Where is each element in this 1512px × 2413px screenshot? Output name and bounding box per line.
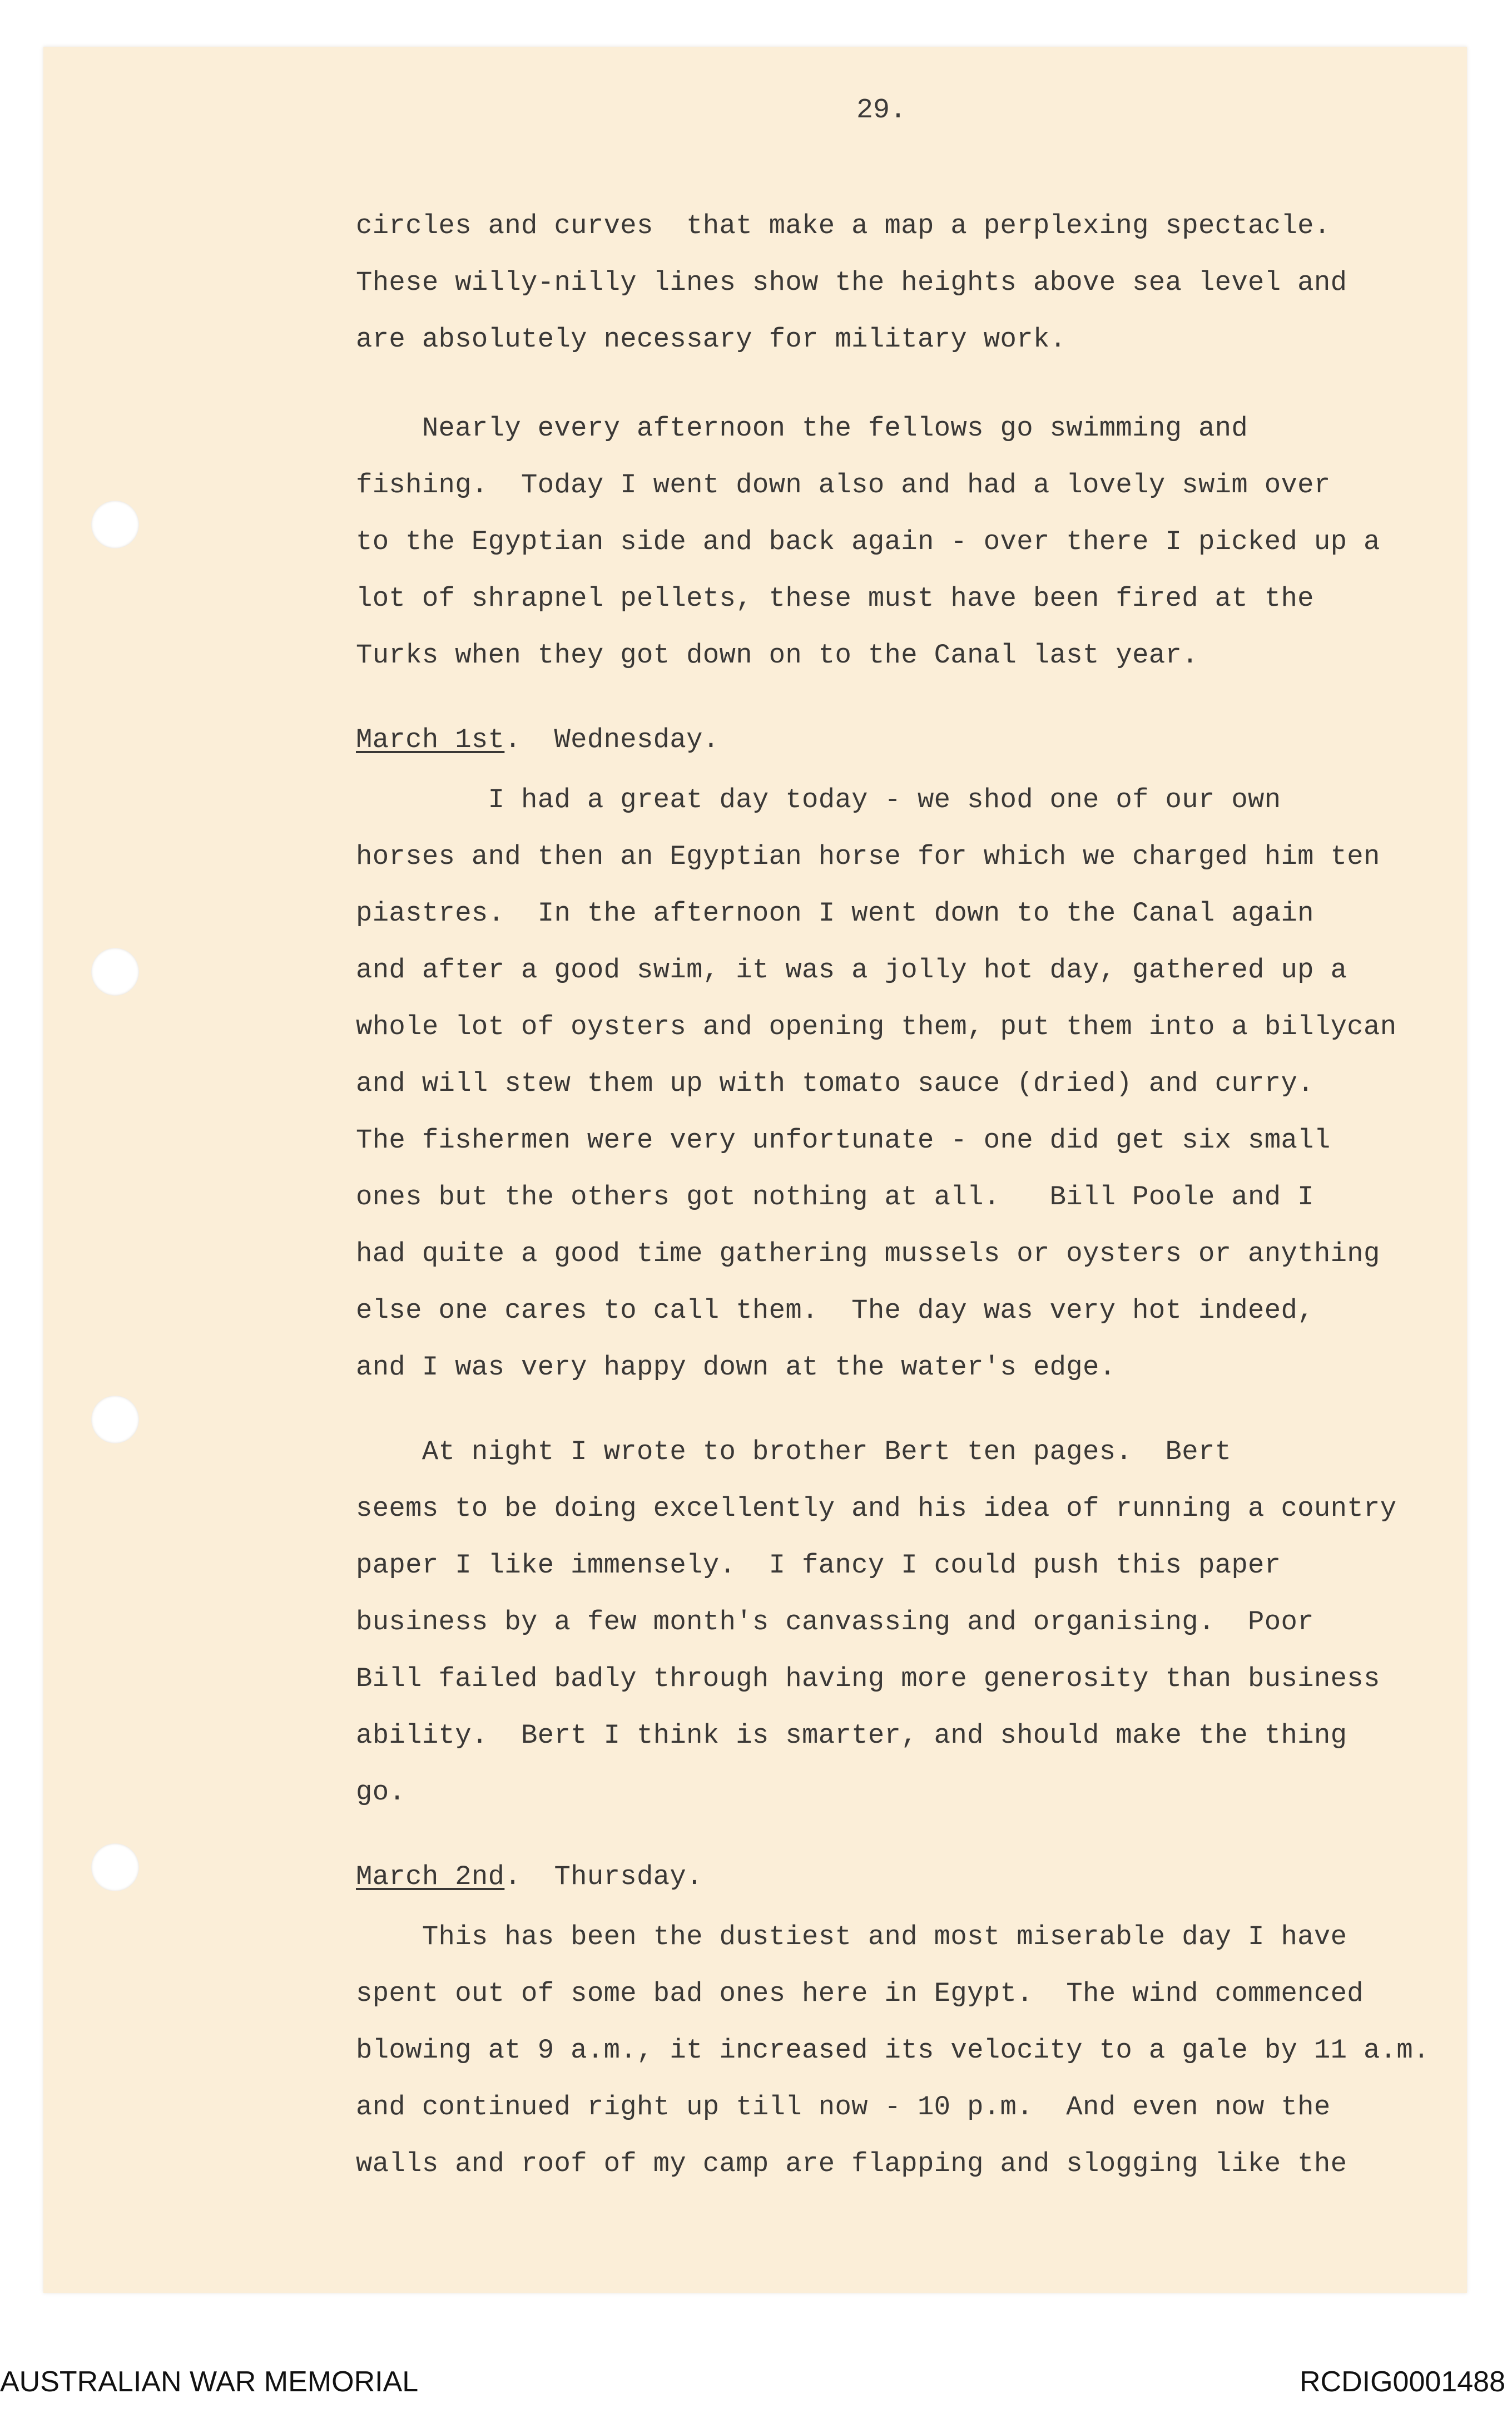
- entry-weekday: . Wednesday.: [504, 724, 720, 755]
- text-line: paper I like immensely. I fancy I could push this paper: [356, 1550, 1281, 1581]
- text-line: Nearly every afternoon the fellows go swimming and: [356, 413, 1248, 444]
- text-line: seems to be doing excellently and his idea of running a country: [356, 1493, 1397, 1524]
- text-line: horses and then an Egyptian horse for which we charged him ten: [356, 841, 1380, 872]
- text-line: These willy-nilly lines show the heights above sea level and: [356, 267, 1347, 298]
- typescript-page: [43, 47, 1467, 2293]
- text-line: blowing at 9 a.m., it increased its velocity to a gale by 11 a.m.: [356, 2035, 1430, 2066]
- text-line: and continued right up till now - 10 p.m. And even now the: [356, 2091, 1331, 2123]
- text-line: This has been the dustiest and most miserable day I have: [356, 1921, 1347, 1952]
- text-line: whole lot of oysters and opening them, put them into a billycan: [356, 1011, 1397, 1042]
- diary-entry-heading: [356, 724, 720, 755]
- text-line: business by a few month's canvassing and organising. Poor: [356, 1606, 1314, 1638]
- text-line: had quite a good time gathering mussels or oysters or anything: [356, 1238, 1380, 1269]
- punch-hole: [91, 948, 139, 996]
- text-line: At night I wrote to brother Bert ten pages. Bert: [356, 1436, 1232, 1467]
- archive-credit: AUSTRALIAN WAR MEMORIAL: [0, 2366, 419, 2398]
- punch-hole: [91, 501, 139, 548]
- text-line: ability. Bert I think is smarter, and should make the thing: [356, 1720, 1347, 1751]
- text-line: circles and curves that make a map a perplexing spectacle.: [356, 210, 1331, 241]
- text-line: and after a good swim, it was a jolly hot day, gathered up a: [356, 955, 1347, 986]
- punch-hole: [91, 1396, 139, 1443]
- text-line: lot of shrapnel pellets, these must have been fired at the: [356, 583, 1314, 614]
- entry-date: March 2nd: [356, 1861, 505, 1892]
- text-line: Turks when they got down on to the Canal last year.: [356, 640, 1198, 671]
- text-line: ones but the others got nothing at all. Bill Poole and I: [356, 1181, 1314, 1213]
- text-line: piastres. In the afternoon I went down to the Canal again: [356, 898, 1314, 929]
- text-line: and will stew them up with tomato sauce (dried) and curry.: [356, 1068, 1314, 1099]
- text-line: The fishermen were very unfortunate - one did get six small: [356, 1125, 1331, 1156]
- text-line: are absolutely necessary for military work.: [356, 324, 1067, 355]
- text-line: Bill failed badly through having more generosity than business: [356, 1663, 1380, 1694]
- text-line: and I was very happy down at the water's edge.: [356, 1352, 1116, 1383]
- text-line: else one cares to call them. The day was very hot indeed,: [356, 1295, 1314, 1326]
- text-line: spent out of some bad ones here in Egypt. The wind commenced: [356, 1978, 1364, 2009]
- text-line: to the Egyptian side and back again - over there I picked up a: [356, 526, 1380, 557]
- entry-weekday: . Thursday.: [504, 1861, 703, 1892]
- punch-hole: [91, 1843, 139, 1891]
- entry-date: March 1st: [356, 724, 505, 755]
- text-line: fishing. Today I went down also and had a lovely swim over: [356, 469, 1331, 501]
- diary-entry-heading: [356, 1861, 703, 1892]
- text-line: go.: [356, 1777, 406, 1808]
- archive-reference-id: RCDIG0001488: [1300, 2366, 1505, 2398]
- text-line: walls and roof of my camp are flapping and slogging like the: [356, 2148, 1347, 2179]
- text-line: I had a great day today - we shod one of our own: [356, 784, 1281, 815]
- page-number: 29.: [856, 95, 907, 126]
